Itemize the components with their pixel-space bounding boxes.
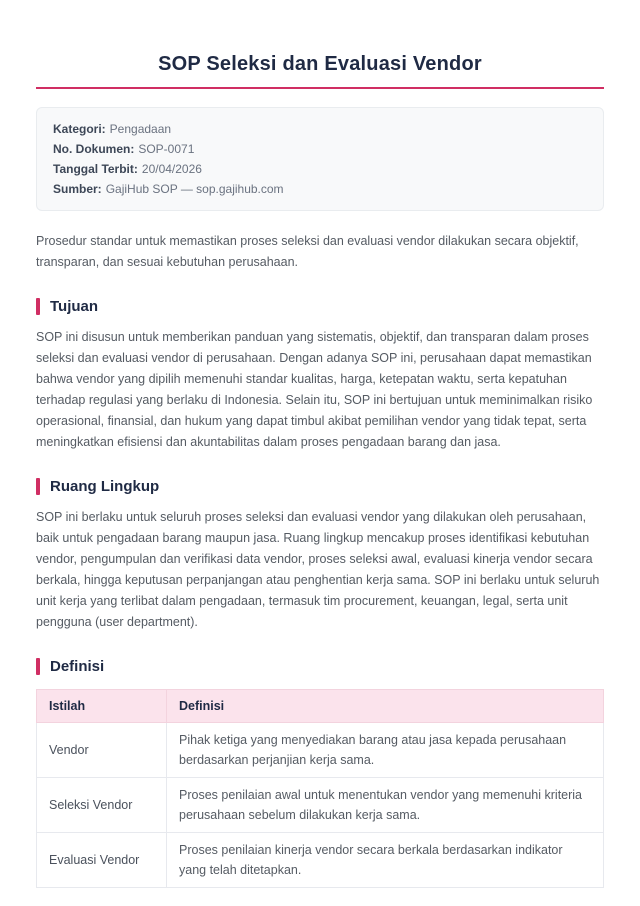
section-heading-text: Definisi	[50, 658, 105, 675]
meta-label-tanggal-terbit: Tanggal Terbit:	[53, 162, 138, 176]
heading-accent-bar	[36, 298, 40, 315]
table-row-seleksi-vendor	[37, 778, 604, 833]
section-heading-definisi	[36, 658, 604, 675]
meta-row-kategori	[53, 119, 587, 139]
section-heading-tujuan	[36, 298, 604, 315]
table-header-istilah: Istilah	[37, 690, 167, 723]
section-body-ruang-lingkup: SOP ini berlaku untuk seluruh proses seleksi dan evaluasi vendor yang dilakukan oleh perusahaan, baik untuk pengadaan barang maupun jasa. Ruang lingkup mencakup proses identifikasi kebutuhan vendor, pengumpulan dan verifikasi data vendor, proses seleksi awal, evaluasi kinerja vendor secara berkala, hingga keputusan perpanjangan atau penghentian kerja sama. SOP ini berlaku untuk seluruh unit kerja yang terlibat dalam pengadaan, termasuk tim procurement, keuangan, legal, serta unit pengguna (user department).	[36, 510, 600, 629]
table-row-vendor	[37, 723, 604, 778]
table-header-row	[37, 690, 604, 723]
table-row-evaluasi-vendor	[37, 833, 604, 888]
meta-row-sumber	[53, 179, 587, 199]
term-cell: Evaluasi Vendor	[37, 833, 167, 888]
section-ruang-lingkup	[36, 478, 604, 633]
section-heading-ruang-lingkup	[36, 478, 604, 495]
term-cell: Vendor	[37, 723, 167, 778]
section-heading-text: Ruang Lingkup	[50, 478, 160, 495]
meta-row-tanggal-terbit	[53, 159, 587, 179]
document-title: SOP Seleksi dan Evaluasi Vendor	[158, 53, 482, 75]
definition-cell: Proses penilaian kinerja vendor secara berkala berdasarkan indikator yang telah ditetapkan.	[167, 833, 604, 888]
meta-value-no-dokumen: SOP-0071	[138, 142, 195, 156]
meta-value-tanggal-terbit: 20/04/2026	[141, 162, 202, 176]
metadata-card	[36, 107, 604, 211]
meta-label-sumber: Sumber:	[53, 182, 102, 196]
meta-value-kategori: Pengadaan	[109, 122, 172, 136]
heading-accent-bar	[36, 478, 40, 495]
term-cell: Seleksi Vendor	[37, 778, 167, 833]
section-tujuan	[36, 298, 604, 453]
meta-value-sumber: GajiHub SOP — sop.gajihub.com	[105, 182, 284, 196]
meta-row-no-dokumen	[53, 139, 587, 159]
meta-label-kategori: Kategori:	[53, 122, 106, 136]
document-intro: Prosedur standar untuk memastikan proses seleksi dan evaluasi vendor dilakukan secara objektif, transparan, dan sesuai kebutuhan perusahaan.	[36, 234, 579, 269]
definitions-table	[36, 689, 604, 888]
meta-label-no-dokumen: No. Dokumen:	[53, 142, 135, 156]
definition-cell: Proses penilaian awal untuk menentukan vendor yang memenuhi kriteria perusahaan sebelum dilakukan kerja sama.	[167, 778, 604, 833]
definition-cell: Pihak ketiga yang menyediakan barang atau jasa kepada perusahaan berdasarkan perjanjian kerja sama.	[167, 723, 604, 778]
table-header-definisi: Definisi	[167, 690, 604, 723]
heading-accent-bar	[36, 658, 40, 675]
section-definisi	[36, 658, 604, 888]
section-heading-text: Tujuan	[50, 298, 99, 315]
section-body-tujuan: SOP ini disusun untuk memberikan panduan yang sistematis, objektif, dan transparan dalam proses seleksi dan evaluasi vendor di perusahaan. Dengan adanya SOP ini, perusahaan dapat memastikan bahwa vendor yang dipilih memenuhi standar kualitas, harga, ketepatan waktu, serta kepatuhan terhadap regulasi yang berlaku di Indonesia. Selain itu, SOP ini bertujuan untuk meminimalkan risiko operasional, finansial, dan hukum yang dapat timbul akibat pemilihan vendor yang tidak tepat, serta meningkatkan efisiensi dan akuntabilitas dalam proses pengadaan barang dan jasa.	[36, 330, 593, 449]
title-divider	[36, 87, 604, 89]
